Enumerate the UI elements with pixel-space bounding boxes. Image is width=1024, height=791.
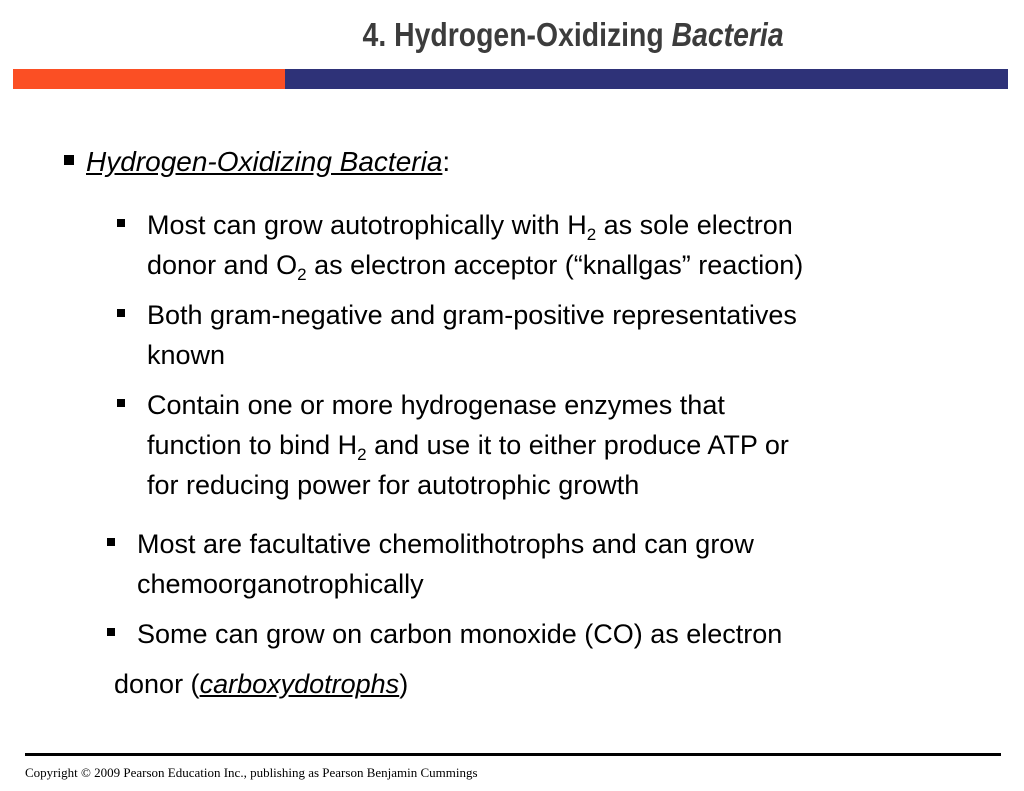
accent-bar-navy bbox=[285, 69, 1008, 89]
bullet-4-line-1: Most are facultative chemolithotrophs and can grow bbox=[137, 529, 754, 559]
bullet-1-text-a: Most can grow autotrophically with H bbox=[147, 210, 587, 240]
subscript: 2 bbox=[297, 265, 307, 284]
square-bullet-icon bbox=[117, 309, 125, 317]
bullet-5-text-a: donor ( bbox=[114, 669, 200, 699]
heading-colon: : bbox=[442, 146, 451, 177]
square-bullet-icon bbox=[64, 155, 74, 165]
bullet-3-line-1: Contain one or more hydrogenase enzymes that bbox=[147, 390, 725, 420]
bullet-1-text-c: donor and O bbox=[147, 250, 298, 280]
carboxydotrophs-term: carboxydotrophs bbox=[199, 669, 400, 699]
main-heading-bullet bbox=[64, 146, 450, 178]
square-bullet-icon bbox=[117, 399, 125, 407]
slide-title-prefix: 4. Hydrogen-Oxidizing bbox=[362, 16, 672, 53]
slide-title bbox=[363, 16, 784, 54]
bullet-5-text-b: ) bbox=[399, 669, 409, 699]
bullet-1-text-d: as electron acceptor (“knallgas” reaction) bbox=[306, 250, 804, 280]
bullet-1-line-1 bbox=[147, 205, 803, 245]
bullet-1-text-b: as sole electron bbox=[596, 210, 793, 240]
bullet-3-line-2 bbox=[147, 425, 789, 465]
bullet-5-continuation bbox=[114, 664, 408, 704]
bullet-3-text-a: function to bind H bbox=[147, 430, 358, 460]
heading-term: Hydrogen-Oxidizing Bacteria bbox=[86, 146, 443, 177]
subscript: 2 bbox=[357, 445, 367, 464]
bullet-item-4 bbox=[107, 524, 754, 604]
bullet-1-line-2 bbox=[147, 245, 803, 285]
bullet-3-text-b: and use it to either produce ATP or bbox=[366, 430, 789, 460]
bullet-4-line-2: chemoorganotrophically bbox=[137, 569, 424, 599]
bullet-2-line-2: known bbox=[147, 340, 226, 370]
footer-divider bbox=[25, 753, 1001, 756]
subscript: 2 bbox=[586, 225, 597, 244]
square-bullet-icon bbox=[107, 538, 115, 546]
bullet-2-line-1: Both gram-negative and gram-positive representatives bbox=[147, 300, 797, 330]
bullet-3-line-3: for reducing power for autotrophic growth bbox=[147, 470, 640, 500]
bullet-item-3 bbox=[117, 385, 789, 505]
copyright-notice: Copyright © 2009 Pearson Education Inc., publishing as Pearson Benjamin Cummings bbox=[25, 765, 478, 780]
square-bullet-icon bbox=[107, 628, 115, 636]
square-bullet-icon bbox=[117, 219, 125, 227]
bullet-5-line-1: Some can grow on carbon monoxide (CO) as electron bbox=[137, 619, 783, 649]
slide-title-italic: Bacteria bbox=[671, 16, 784, 53]
accent-bar-orange bbox=[13, 69, 285, 89]
bullet-item-1 bbox=[117, 205, 803, 285]
bullet-item-5 bbox=[107, 614, 782, 654]
bullet-item-2 bbox=[117, 295, 797, 375]
bullet-5-line-2 bbox=[114, 664, 408, 704]
